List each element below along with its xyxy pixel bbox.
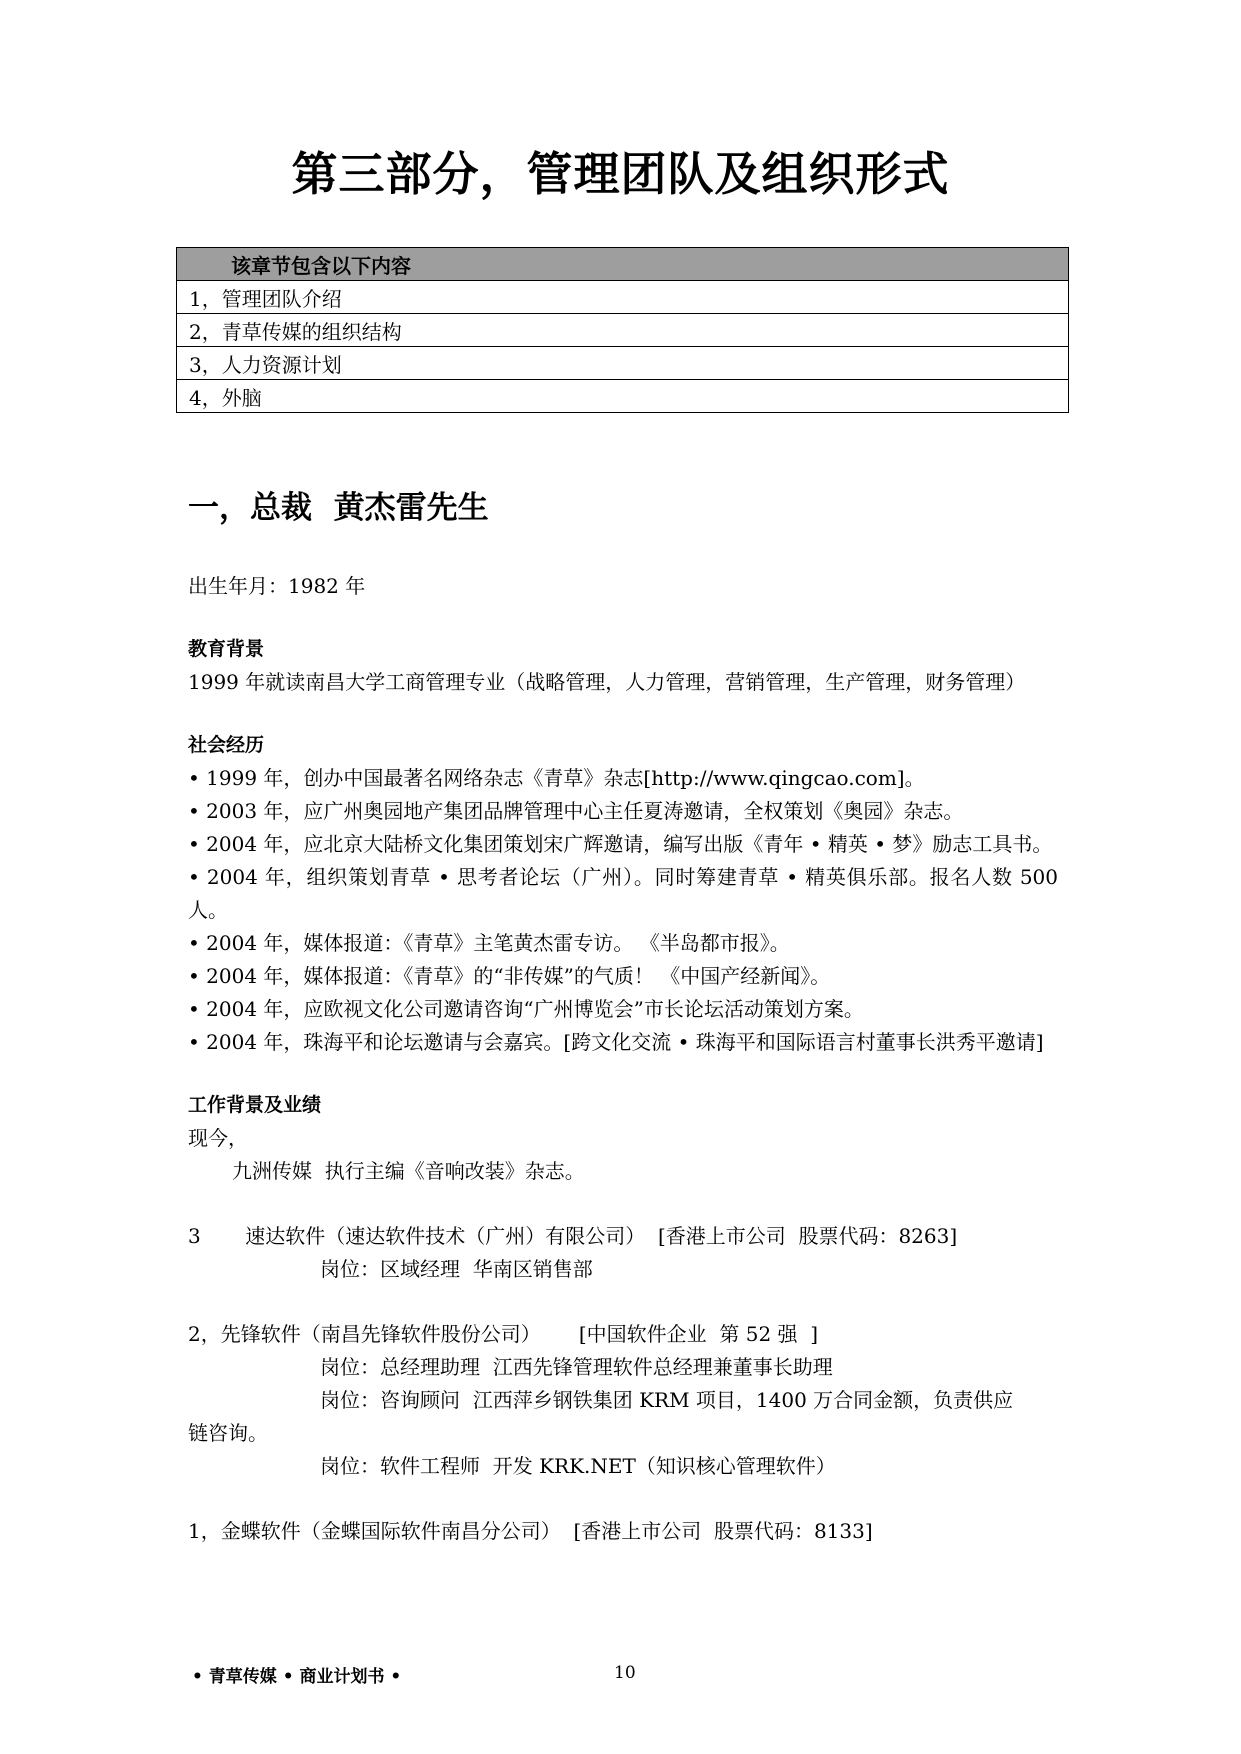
- work-heading: 工作背景及业绩: [188, 1094, 322, 1116]
- job-position-continued: 链咨询。: [188, 1421, 268, 1445]
- contents-item: 3，人力资源计划: [177, 347, 1069, 380]
- birth-date: 出生年月：1982 年: [188, 574, 366, 598]
- page-number: 10: [614, 1663, 636, 1683]
- job-position: 岗位：软件工程师 开发 KRK.NET（知识核心管理软件）: [320, 1454, 836, 1478]
- work-now-label: 现今，: [188, 1126, 248, 1150]
- list-item: • 2004 年，珠海平和论坛邀请与会嘉宾。[跨文化交流 • 珠海平和国际语言村董事长洪秀平邀请]: [188, 1030, 1044, 1054]
- page-title: 第三部分，管理团队及组织形式: [291, 147, 950, 201]
- education-text: 1999 年就读南昌大学工商管理专业（战略管理，人力管理，营销管理，生产管理，财务管理）: [188, 670, 1026, 694]
- profile-body: [188, 570, 1058, 1548]
- job-entry: 3 速达软件（速达软件技术（广州）有限公司） [香港上市公司 股票代码：8263]: [188, 1224, 958, 1248]
- section-heading: 一，总裁 黄杰雷先生: [188, 490, 489, 526]
- list-item: • 2004 年，应欧视文化公司邀请咨询“广州博览会”市长论坛活动策划方案。: [188, 997, 864, 1021]
- job-entry: 2，先锋软件（南昌先锋软件股份公司） [中国软件企业 第 52 强 ]: [188, 1322, 819, 1346]
- education-heading: 教育背景: [188, 638, 265, 660]
- list-item: • 2004 年，组织策划青草 • 思考者论坛（广州）。同时筹建青草 • 精英俱乐部。报名人数 500 人。: [188, 865, 1058, 922]
- contents-item: 1，管理团队介绍: [177, 281, 1069, 314]
- job-position: 岗位：咨询顾问 江西萍乡钢铁集团 KRM 项目，1400 万合同金额，负责供应: [320, 1388, 1014, 1412]
- contents-table-header: 该章节包含以下内容: [177, 248, 1069, 281]
- list-item: • 2004 年，媒体报道：《青草》的“非传媒”的气质！ 《中国产经新闻》。: [188, 964, 831, 988]
- list-item: • 2003 年，应广州奥园地产集团品牌管理中心主任夏涛邀请，全权策划《奥园》杂志。: [188, 799, 964, 823]
- footer-doc-title: • 青草传媒 • 商业计划书 •: [192, 1667, 402, 1687]
- contents-item: 4，外脑: [177, 380, 1069, 413]
- list-item: • 1999 年，创办中国最著名网络杂志《青草》杂志[http://www.qingcao.com]。: [188, 766, 925, 790]
- job-position: 岗位：总经理助理 江西先锋管理软件总经理兼董事长助理: [320, 1355, 833, 1379]
- social-list: [188, 762, 1058, 1059]
- contents-table: [176, 247, 1069, 413]
- job-position: 岗位：区域经理 华南区销售部: [320, 1257, 593, 1281]
- contents-item: 2，青草传媒的组织结构: [177, 314, 1069, 347]
- job-entry: 1，金蝶软件（金蝶国际软件南昌分公司） [香港上市公司 股票代码：8133]: [188, 1519, 873, 1543]
- social-heading: 社会经历: [188, 734, 265, 756]
- list-item: • 2004 年，应北京大陆桥文化集团策划宋广辉邀请，编写出版《青年 • 精英 • 梦》励志工具书。: [188, 832, 1053, 856]
- list-item: • 2004 年，媒体报道：《青草》主笔黄杰雷专访。 《半岛都市报》。: [188, 931, 790, 955]
- work-now-item: 九洲传媒 执行主编《音响改装》杂志。: [232, 1159, 585, 1183]
